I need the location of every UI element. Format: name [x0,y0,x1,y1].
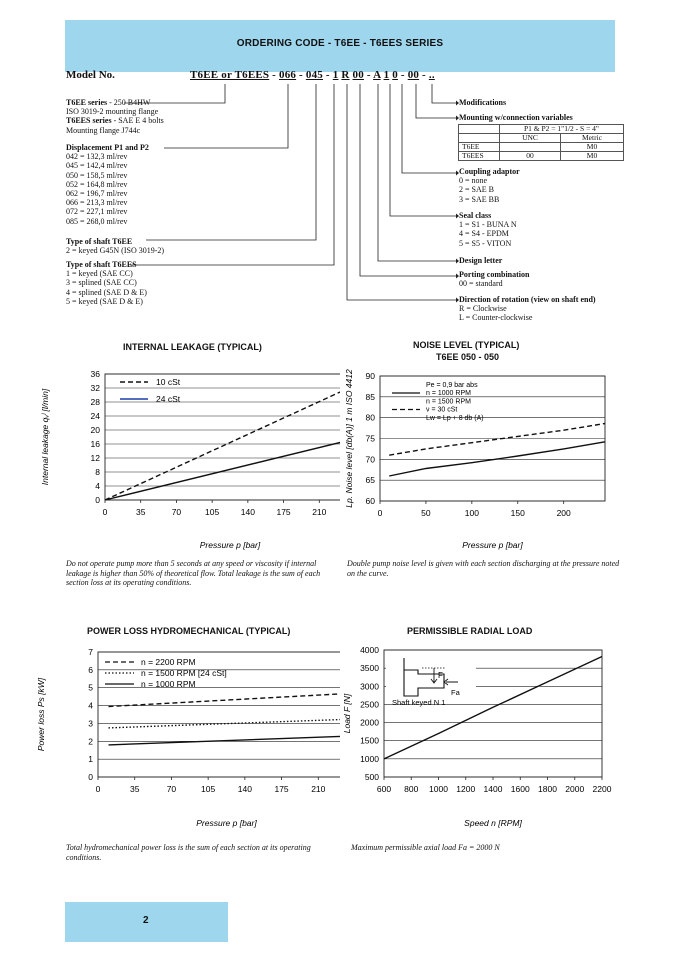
y-tick-label: 0 [88,772,93,782]
legend-label: n = 1500 RPM [426,398,471,406]
y-tick-label: 1000 [360,753,379,764]
code-rotation: R [341,69,350,81]
x-axis-label: Pressure p [bar] [462,540,523,550]
series-line [105,385,340,500]
y-tick-label: 36 [90,369,100,379]
displacement-title: Displacement P1 and P2 [66,143,149,152]
code-sep: - [269,69,279,81]
y-tick-label: 24 [90,411,100,421]
y-tick-label: 12 [90,453,100,463]
x-tick-label: 35 [129,784,140,794]
arrow-head [456,116,459,121]
code-design: A [373,69,381,81]
shaft-t6ees-option: 1 = keyed (SAE CC) [66,269,133,279]
connector-shaft-t6ee [146,84,316,240]
rotation-option: L = Counter-clockwise [459,313,533,323]
x-tick-label: 1400 [483,784,503,794]
connector-coupling [402,84,456,173]
x-tick-label: 2200 [592,784,612,794]
power-loss-chart [30,640,340,835]
caption-noise: Double pump noise level is given with each section discharging at the pressure noted on the curve. [347,559,620,578]
arrow-head [456,101,459,106]
connector-porting [360,84,456,276]
table-cell: T6EE [459,143,500,152]
displacement-option: 072 = 227,1 ml/rev [66,207,128,217]
seal-option: 1 = S1 - BUNA N [459,220,517,230]
displacement-option: 042 = 132,3 ml/rev [66,152,128,162]
x-tick-label: 105 [201,784,216,794]
code-shaft: 1 [332,69,339,81]
rotation-title: Direction of rotation (view on shaft end) [459,295,596,304]
displacement-option: 066 = 213,3 ml/rev [66,198,128,208]
chart-title-leakage: INTERNAL LEAKAGE (TYPICAL) [123,342,262,352]
inset-label-shaft: Shaft keyed N 1 [392,698,446,707]
code-sep: - [296,69,306,81]
x-tick-label: 210 [312,507,327,517]
chart-title-power: POWER LOSS HYDROMECHANICAL (TYPICAL) [87,626,291,636]
x-tick-label: 1000 [429,784,448,794]
code-sep: - [322,69,333,81]
table-cell: M0 [561,152,624,161]
y-tick-label: 70 [365,454,375,465]
legend-label: n = 1000 RPM [141,679,196,689]
inset-background [386,656,476,704]
porting-option: 00 = standard [459,279,503,289]
y-tick-label: 500 [364,772,379,782]
footer-banner [65,902,228,942]
y-axis-label: Lp. Noise level [db(A)] 1 m ISO 4412 [344,369,354,508]
coupling-title: Coupling adaptor [459,167,520,176]
y-tick-label: 4 [95,481,100,491]
y-tick-label: 85 [365,391,375,402]
y-tick-label: 75 [365,433,375,444]
y-tick-label: 5 [88,682,93,693]
legend-label: Lw = Lp + 8 db (A) [426,414,484,422]
series-line [389,424,605,456]
code-sep: - [397,69,408,81]
y-tick-label: 90 [365,371,375,381]
y-tick-label: 2 [88,736,93,747]
connector-displacement [164,84,288,148]
chart-title-radial: PERMISSIBLE RADIAL LOAD [407,626,533,636]
caption-leakage: Do not operate pump more than 5 seconds at any speed or viscosity if internal leakage is higher than 50% of theoretical flow. Total leakage is the sum of each section loss at its operating conditions. [66,559,321,588]
page-title: ORDERING CODE - T6EE - T6EES SERIES [236,38,444,49]
connector-series [124,84,225,103]
legend-label: 10 cSt [156,377,181,387]
series-line [109,736,341,745]
x-axis-label: Speed n [RPM] [464,818,522,828]
x-tick-label: 35 [135,507,146,517]
leakage-chart [30,362,340,557]
x-tick-label: 70 [171,507,182,517]
chart-subtitle-noise: T6EE 050 - 050 [436,352,500,362]
y-tick-label: 4 [88,700,93,711]
y-tick-label: 3 [88,718,93,729]
x-tick-label: 105 [205,507,220,517]
code-sep: - [363,69,374,81]
code-connector-lines [0,0,680,340]
shaft-t6ees-option: 5 = keyed (SAE D & E) [66,296,143,306]
x-tick-label: 175 [276,507,291,517]
rotation-option: R = Clockwise [459,304,507,314]
series-t6ees-rest: - SAE E 4 bolts [111,116,164,126]
connector-mounting [416,84,456,118]
table-cell: M0 [561,143,624,152]
shaft-t6ees-option: 3 = splined (SAE CC) [66,278,137,288]
y-tick-label: 7 [88,647,93,657]
legend-label: n = 1500 RPM [24 cSt] [141,668,227,678]
y-tick-label: 8 [95,467,100,477]
legend-label: Pe = 0,9 bar abs [426,382,478,389]
y-axis-label: Load F [N] [342,693,352,734]
coupling-option: 3 = SAE BB [459,194,500,204]
x-tick-label: 1200 [456,784,476,794]
connector-modifications [432,84,456,103]
code-coupling: 0 [392,69,398,81]
x-axis-label: Pressure p [bar] [196,818,257,828]
code-modifications: .. [428,69,435,81]
coupling-option: 2 = SAE B [459,185,494,195]
x-axis-label: Pressure p [bar] [199,540,261,550]
table-cell: Metric [561,134,624,143]
x-tick-label: 2000 [565,784,585,794]
shaft-t6ee-option: 2 = keyed G45N (ISO 3019-2) [66,246,165,256]
code-series: T6EE or T6EES [190,69,270,81]
shaft-load-inset [386,656,476,707]
x-tick-label: 50 [421,508,431,518]
seal-option: 4 = S4 - EPDM [459,229,509,239]
caption-power: Total hydromechanical power loss is the sum of each section at its operating conditions. [66,843,311,862]
x-tick-label: 800 [404,784,419,794]
series-line [389,442,605,476]
arrow-head [456,214,459,219]
y-tick-label: 65 [365,475,375,486]
arrow-head [456,171,459,176]
series-line-rest: ISO 3019-2 mounting flange [66,107,159,117]
x-tick-label: 140 [240,507,255,517]
connector-shaft-t6ees [130,84,334,265]
table-cell: UNC [500,134,561,143]
y-tick-label: 60 [365,496,375,506]
porting-title: Porting combination [459,270,530,279]
y-tick-label: 2000 [360,717,379,728]
y-tick-label: 80 [365,412,375,423]
design-letter-title: Design letter [459,256,503,265]
x-tick-label: 1600 [510,784,530,794]
displacement-option: 062 = 196,7 ml/rev [66,189,128,199]
connector-rotation [347,84,456,300]
series-t6ee-head: T6EE series [66,98,108,107]
shaft-t6ees-title: Type of shaft T6EES [66,260,137,269]
displacement-option: 052 = 164,8 ml/rev [66,179,128,189]
shaft-t6ee-title: Type of shaft T6EE [66,237,133,246]
code-displacement-p1: 066 [279,69,297,81]
legend-label: n = 2200 RPM [141,657,196,667]
x-tick-label: 600 [376,784,392,794]
table-cell: 00 [500,152,561,161]
code-mounting: 00 [407,69,420,81]
y-tick-label: 20 [90,425,100,435]
page-number: 2 [143,915,149,926]
shaft-t6ees-option: 4 = splined (SAE D & E) [66,287,147,297]
modifications-title: Modifications [459,98,507,107]
y-tick-label: 2500 [360,699,379,710]
x-tick-label: 0 [95,784,101,794]
code-sep: - [419,69,429,81]
y-tick-label: 1 [88,754,93,765]
x-tick-label: 200 [556,508,571,518]
y-tick-label: 1500 [360,735,379,746]
coupling-option: 0 = none [459,176,488,186]
displacement-option: 050 = 158,5 ml/rev [66,170,128,180]
table-cell: T6EES [459,152,500,161]
legend-label: 24 cSt [156,394,181,404]
arrow-head [456,274,459,279]
noise-chart [340,362,610,557]
chart-title-noise: NOISE LEVEL (TYPICAL) [413,340,520,350]
arrow-head [456,259,459,264]
model-label: Model No. [66,69,115,81]
x-tick-label: 1800 [538,784,557,794]
y-tick-label: 0 [95,495,100,505]
series-line [109,693,341,706]
y-tick-label: 16 [90,439,100,449]
y-tick-label: 3500 [360,663,379,674]
code-porting: 00 [352,69,364,81]
code-displacement-p2: 045 [305,69,323,81]
displacement-option: 085 = 268,0 ml/rev [66,216,128,226]
y-tick-label: 32 [90,383,100,393]
x-tick-label: 150 [510,508,525,518]
series-t6ees-head: T6EES series [66,116,112,126]
caption-radial: Maximum permissible axial load Fa = 2000 N [351,843,500,852]
y-axis-label: Internal leakage qᵥˡ [l/min] [40,388,50,486]
x-tick-label: 210 [311,784,326,794]
y-tick-label: 4000 [360,645,379,655]
arrow-head [456,298,459,303]
series-line-rest: Mounting flange J744c [66,125,141,135]
series-t6ee-rest: - 250 B4HW [107,98,151,107]
seal-option: 5 = S5 - VITON [459,238,512,248]
code-seal: 1 [383,69,390,81]
y-axis-label: Power loss Ps [kW] [36,677,46,752]
y-tick-label: 28 [90,397,100,407]
seal-title: Seal class [459,211,492,220]
legend-label: ν = 30 cSt [426,406,458,414]
y-tick-label: 6 [88,664,93,675]
inset-label-f: F [438,671,443,680]
y-tick-label: 3000 [360,681,379,692]
x-tick-label: 100 [464,508,479,518]
table-cell: P1 & P2 = 1"1/2 - S = 4" [500,125,624,134]
x-tick-label: 0 [377,508,383,518]
radial-load-chart [340,640,615,835]
inset-label-fa: Fa [451,688,460,697]
mounting-title: Mounting w/connection variables [459,113,573,122]
x-tick-label: 0 [102,507,108,517]
series-line [105,439,340,500]
legend-label: n = 1000 RPM [426,390,471,398]
displacement-option: 045 = 142,4 ml/rev [66,161,128,171]
connector-seal [390,84,456,216]
x-tick-label: 175 [274,784,289,794]
plot-frame [105,374,340,500]
x-tick-label: 140 [237,784,252,794]
x-tick-label: 70 [166,784,177,794]
